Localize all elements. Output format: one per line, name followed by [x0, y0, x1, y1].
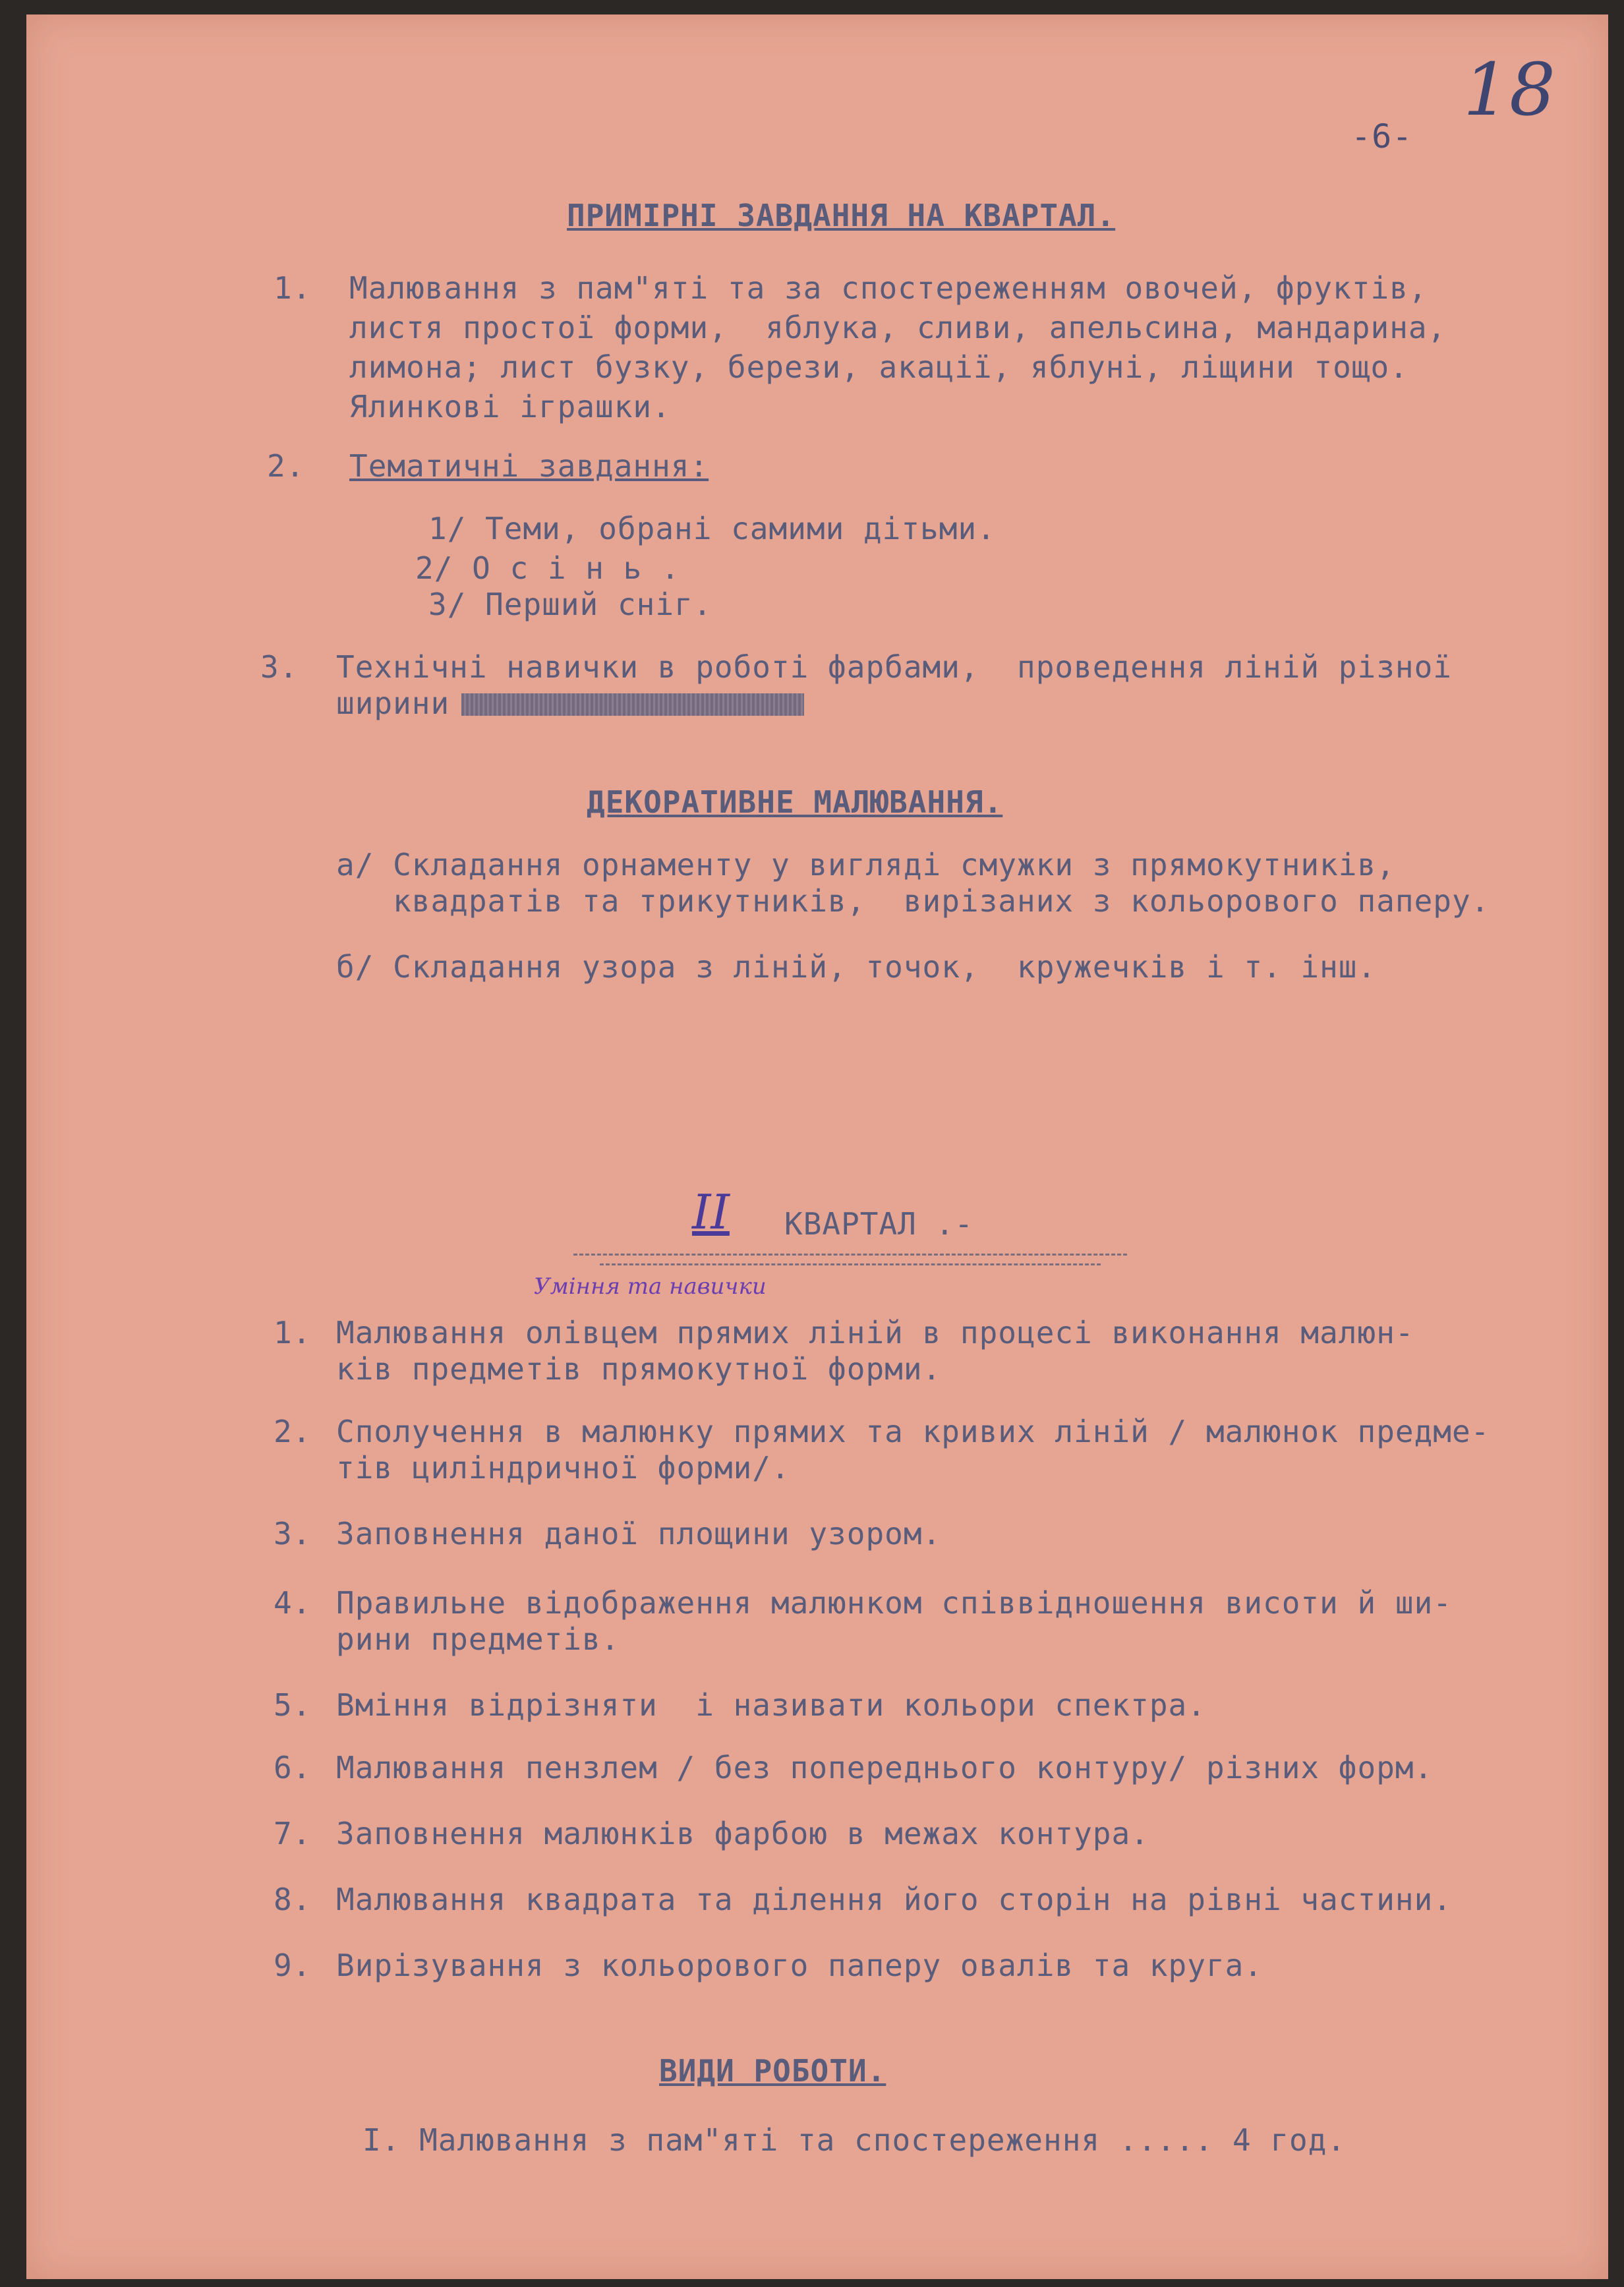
q2-item-1-line-1: Малювання олівцем прямих ліній в процесі виконання малюн-: [336, 1315, 1414, 1350]
q2-item-2-number: 2.: [274, 1414, 312, 1449]
struck-out-text: [461, 693, 804, 716]
q2-item-1-number: 1.: [274, 1315, 312, 1350]
q2-item-8-number: 8.: [274, 1882, 312, 1917]
quarter-roman-numeral: II: [692, 1184, 730, 1240]
item-1-line-1: Малювання з пам"яті та за спостереженням овочей, фруктів,: [349, 270, 1428, 306]
q2-item-6-line-1: Малювання пензлем / без попереднього контуру/ різних форм.: [336, 1750, 1434, 1785]
quarter-title: КВАРТАЛ .-: [784, 1206, 973, 1242]
q2-item-9-line-1: Вирізування з кольорового паперу овалів та круга.: [336, 1948, 1263, 1983]
q2-item-2-line-1: Сполучення в малюнку прямих та кривих ліній / малюнок предме-: [336, 1414, 1490, 1449]
handwritten-note: Уміння та навички: [534, 1273, 767, 1300]
item-3-number: 3.: [260, 649, 299, 685]
theme-1: 1/ Теми, обрані самими дітьми.: [428, 511, 996, 546]
item-1-line-2: листя простої форми, яблука, сливи, апельсина, мандарина,: [349, 310, 1447, 345]
decor-b-line: б/ Складання узора з ліній, точок, кружечків і т. інш.: [336, 949, 1377, 985]
page-mark: -6-: [1351, 117, 1413, 156]
item-2-heading: Тематичні завдання:: [349, 448, 709, 484]
item-3-line-2: ширини: [336, 685, 450, 721]
q2-item-5-number: 5.: [274, 1687, 312, 1723]
q2-item-8-line-1: Малювання квадрата та ділення його сторін на рівні частини.: [336, 1882, 1452, 1917]
q2-item-7-line-1: Заповнення малюнків фарбою в межах контура.: [336, 1816, 1149, 1851]
page-number-handwritten: 18: [1463, 47, 1555, 132]
q2-item-9-number: 9.: [274, 1948, 312, 1983]
q2-item-5-line-1: Вміння відрізняти і називати кольори спектра.: [336, 1687, 1206, 1723]
item-1-line-3: лимона; лист бузку, берези, акації, яблуні, ліщини тощо.: [349, 349, 1408, 385]
q2-item-3-line-1: Заповнення даної площини узором.: [336, 1516, 942, 1551]
q2-item-3-number: 3.: [274, 1516, 312, 1551]
q2-item-4-line-1: Правильне відображення малюнком співвідношення висоти й ши-: [336, 1585, 1452, 1621]
theme-2: 2/ О с і н ь .: [415, 550, 680, 586]
decor-a-line-1: а/ Складання орнаменту у вигляді смужки з прямокутників,: [336, 847, 1395, 883]
works-line-1: І. Малювання з пам"яті та спостереження ..... 4 год.: [362, 2122, 1347, 2158]
quarter-underline-2: [600, 1263, 1101, 1265]
q2-item-2-line-2: тів циліндричної форми/.: [336, 1450, 790, 1486]
document-sheet: [26, 14, 1608, 2279]
q2-item-7-number: 7.: [274, 1816, 312, 1851]
item-2-number: 2.: [267, 448, 305, 484]
document-title: ПРИМІРНІ ЗАВДАННЯ НА КВАРТАЛ.: [567, 198, 1116, 233]
item-1-number: 1.: [274, 270, 312, 306]
q2-item-6-number: 6.: [274, 1750, 312, 1785]
q2-item-4-line-2: рини предметів.: [336, 1621, 620, 1657]
decor-a-line-2: квадратів та трикутників, вирізаних з кольорового паперу.: [336, 883, 1490, 919]
theme-3: 3/ Перший сніг.: [428, 587, 712, 622]
works-title: ВИДИ РОБОТИ.: [659, 2053, 886, 2089]
item-3-line-1: Технічні навички в роботі фарбами, проведення ліній різної: [336, 649, 1452, 685]
decor-title: ДЕКОРАТИВНЕ МАЛЮВАННЯ.: [587, 784, 1003, 820]
item-1-line-4: Ялинкові іграшки.: [349, 389, 671, 424]
quarter-underline-1: [573, 1254, 1127, 1256]
q2-item-1-line-2: ків предметів прямокутної форми.: [336, 1351, 942, 1387]
q2-item-4-number: 4.: [274, 1585, 312, 1621]
